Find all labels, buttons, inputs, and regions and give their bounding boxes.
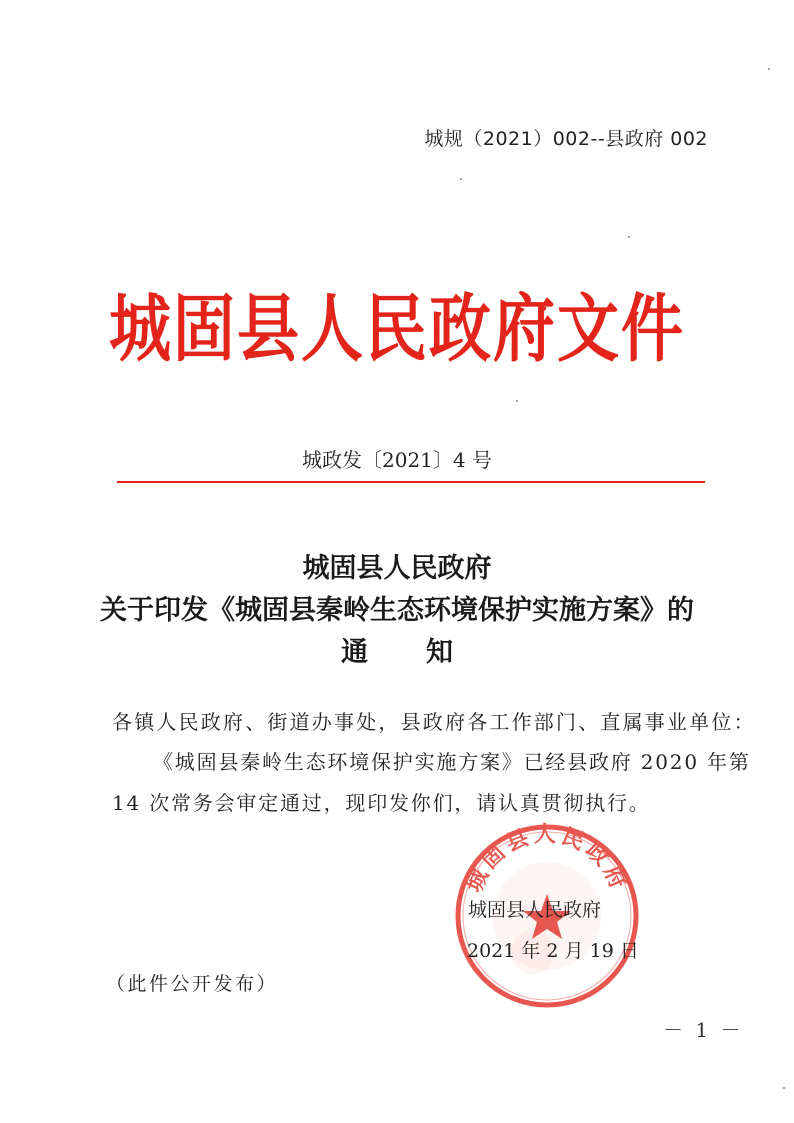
public-release-note: （此件公开发布） (106, 973, 279, 995)
scan-speck (628, 236, 630, 238)
red-divider-line (117, 481, 705, 483)
document-number: 城政发〔2021〕4 号 (302, 448, 492, 472)
scan-speck (783, 1087, 785, 1089)
title-line-subject: 关于印发《城固县秦岭生态环境保护实施方案》的 (100, 595, 694, 626)
scan-speck (516, 400, 518, 402)
signing-date: 2021 年 2 月 19 日 (467, 940, 639, 962)
title-line-issuer: 城固县人民政府 (302, 553, 492, 584)
scan-speck (460, 178, 462, 180)
masthead-title: 城固县人民政府文件 (108, 285, 685, 372)
body-paragraph-line-2: 14 次常务会审定通过，现印发你们，请认真贯彻执行。 (112, 791, 651, 815)
scan-speck (768, 68, 770, 70)
svg-text:城固县人民政府: 城固县人民政府 (462, 822, 632, 897)
signing-organization: 城固县人民政府 (468, 899, 602, 921)
page-number: － 1 － (663, 1018, 744, 1042)
title-line-notice: 通知 (341, 637, 511, 668)
addressee-line: 各镇人民政府、街道办事处，县政府各工作部门、直属事业单位： (112, 710, 756, 734)
document-code: 城规（2021）002--县政府 002 (424, 128, 708, 150)
body-paragraph-line-1: 《城固县秦岭生态环境保护实施方案》已经县政府 2020 年第 (153, 750, 751, 774)
